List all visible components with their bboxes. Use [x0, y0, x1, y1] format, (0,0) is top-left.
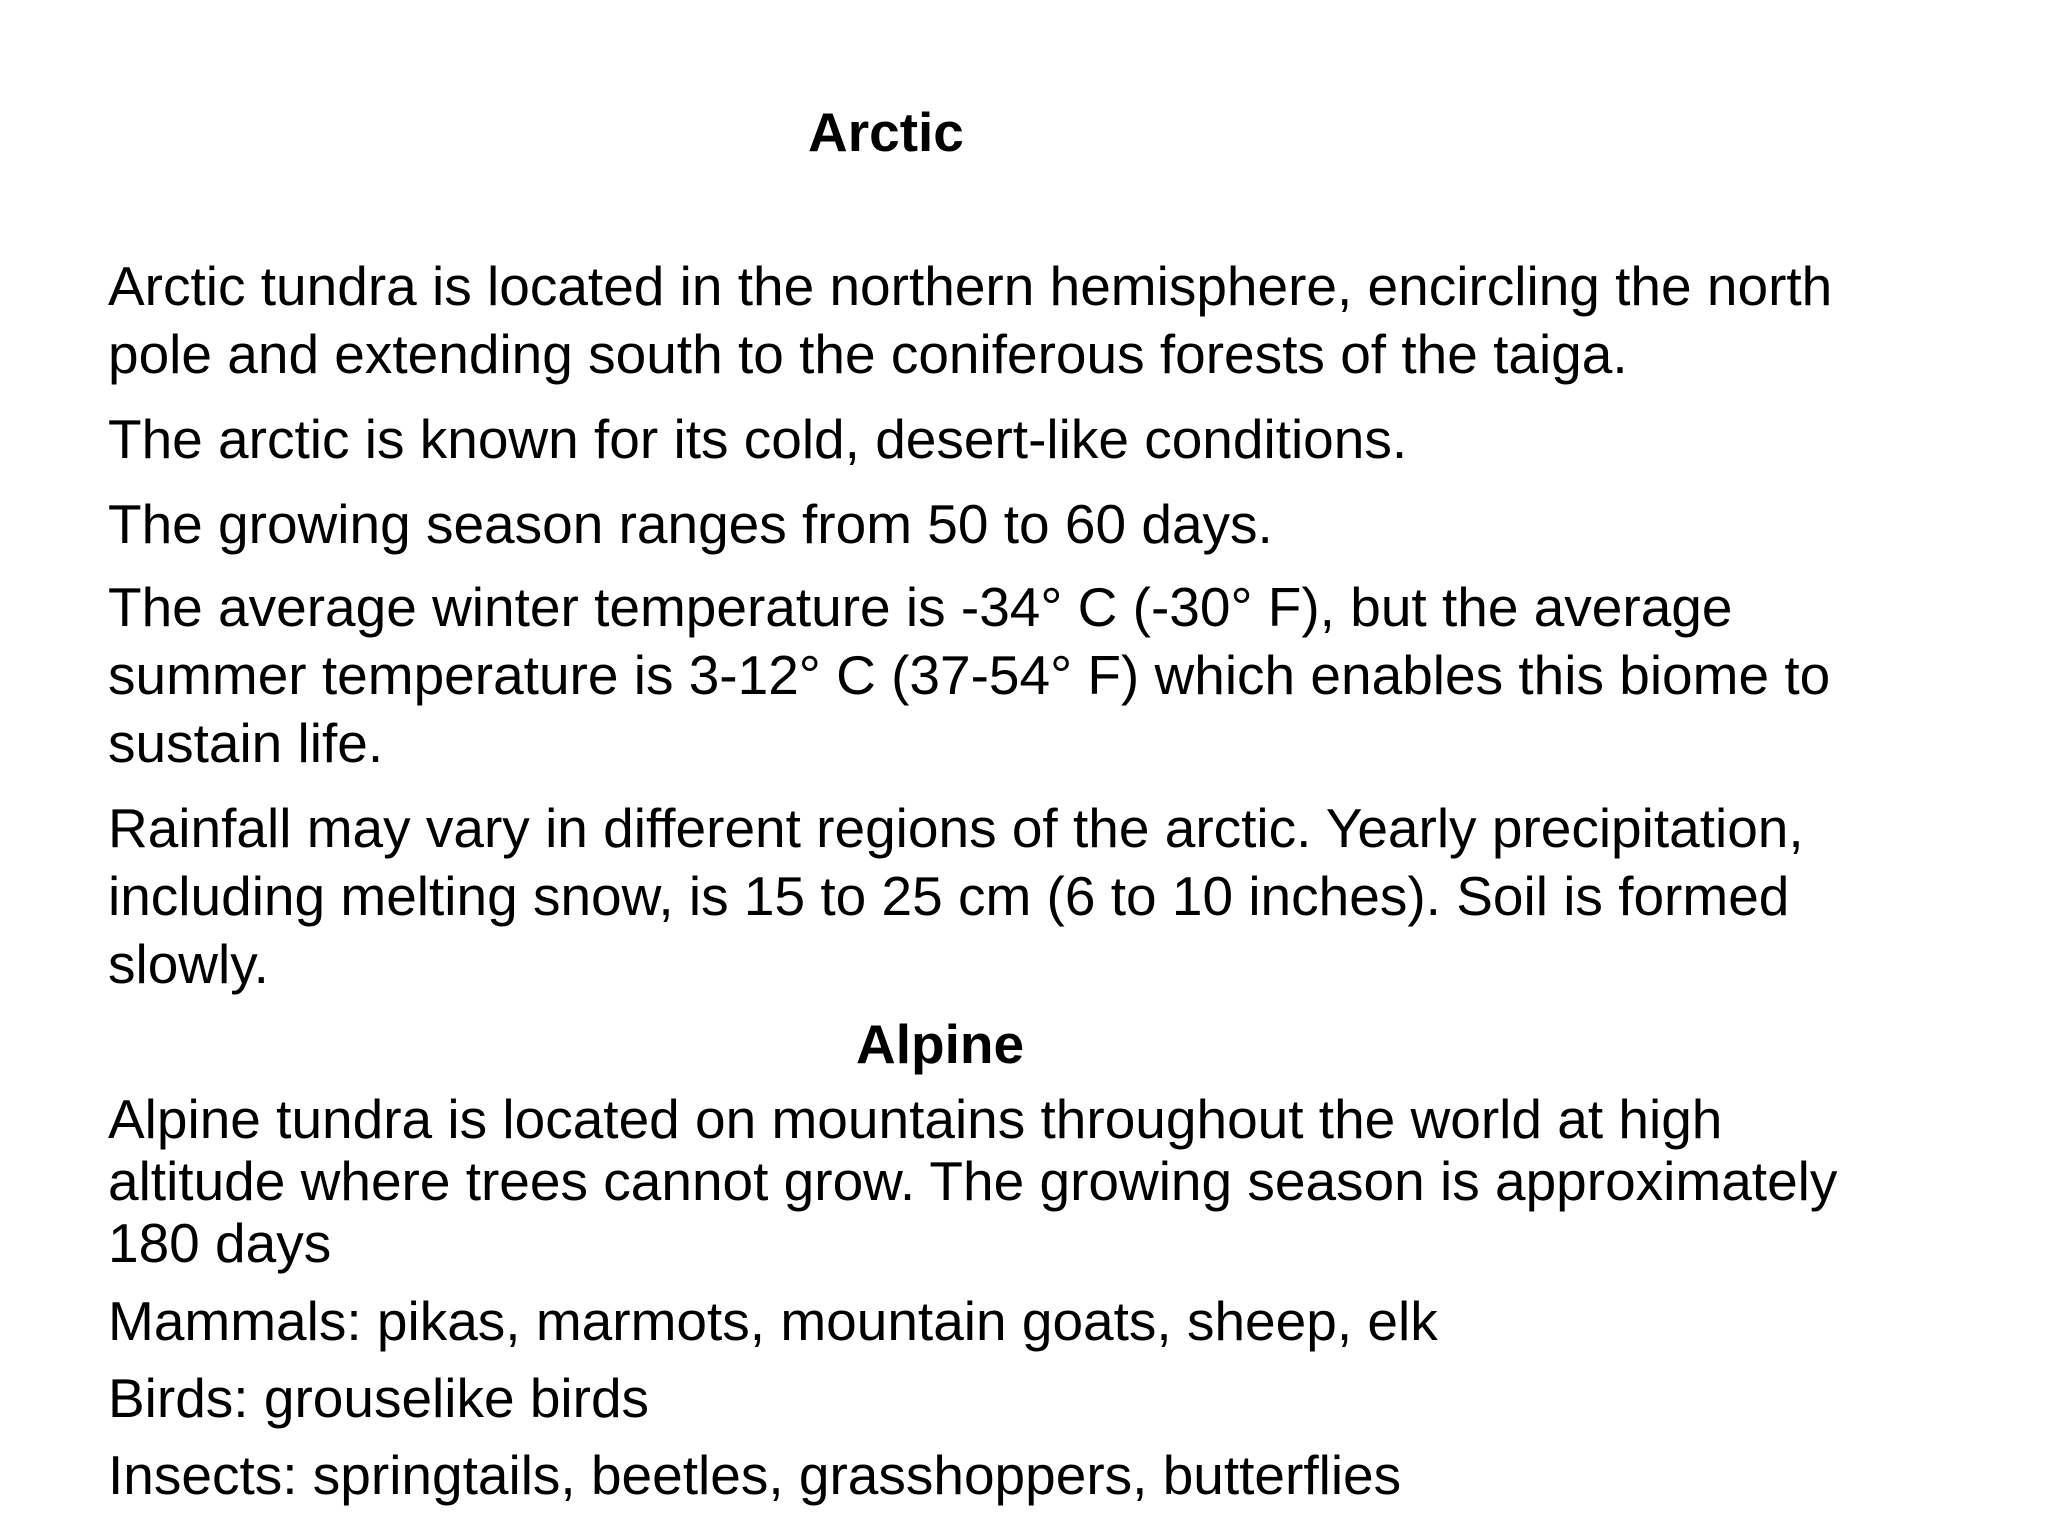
- text-line: Insects: springtails, beetles, grasshoppers, butterflies: [108, 1444, 1402, 1506]
- text-line: 180 days: [108, 1212, 332, 1274]
- arctic-growing-season-paragraph: [108, 490, 2008, 558]
- arctic-rainfall-paragraph: [108, 794, 2008, 998]
- arctic-temperature-paragraph: [108, 573, 2008, 777]
- text-line: including melting snow, is 15 to 25 cm (6 to 10 inches). Soil is formed: [108, 865, 1790, 927]
- alpine-insects-paragraph: [108, 1441, 2008, 1509]
- text-line: Alpine tundra is located on mountains throughout the world at high: [108, 1088, 1723, 1150]
- text-line: summer temperature is 3-12° C (37-54° F) which enables this biome to: [108, 644, 1831, 706]
- text-line: The average winter temperature is -34° C (-30° F), but the average: [108, 576, 1733, 638]
- text-line: The arctic is known for its cold, desert-like conditions.: [108, 408, 1408, 470]
- alpine-heading: Alpine: [856, 1013, 1025, 1075]
- arctic-heading: Arctic: [808, 101, 964, 163]
- text-line: Birds: grouselike birds: [108, 1367, 650, 1429]
- text-line: The growing season ranges from 50 to 60 days.: [108, 493, 1273, 555]
- text-line: sustain life.: [108, 712, 384, 774]
- arctic-conditions-paragraph: [108, 405, 2008, 473]
- text-line: Mammals: pikas, marmots, mountain goats, sheep, elk: [108, 1290, 1438, 1352]
- alpine-location-paragraph: [108, 1088, 2008, 1274]
- alpine-mammals-paragraph: [108, 1287, 2008, 1355]
- text-line: slowly.: [108, 933, 269, 995]
- arctic-location-paragraph: [108, 252, 2008, 388]
- text-line: Rainfall may vary in different regions of the arctic. Yearly precipitation,: [108, 797, 1804, 859]
- text-line: Arctic tundra is located in the northern hemisphere, encircling the north: [108, 255, 1833, 317]
- text-line: altitude where trees cannot grow. The growing season is approximately: [108, 1150, 1838, 1212]
- text-line: pole and extending south to the coniferous forests of the taiga.: [108, 323, 1628, 385]
- alpine-birds-paragraph: [108, 1364, 2008, 1432]
